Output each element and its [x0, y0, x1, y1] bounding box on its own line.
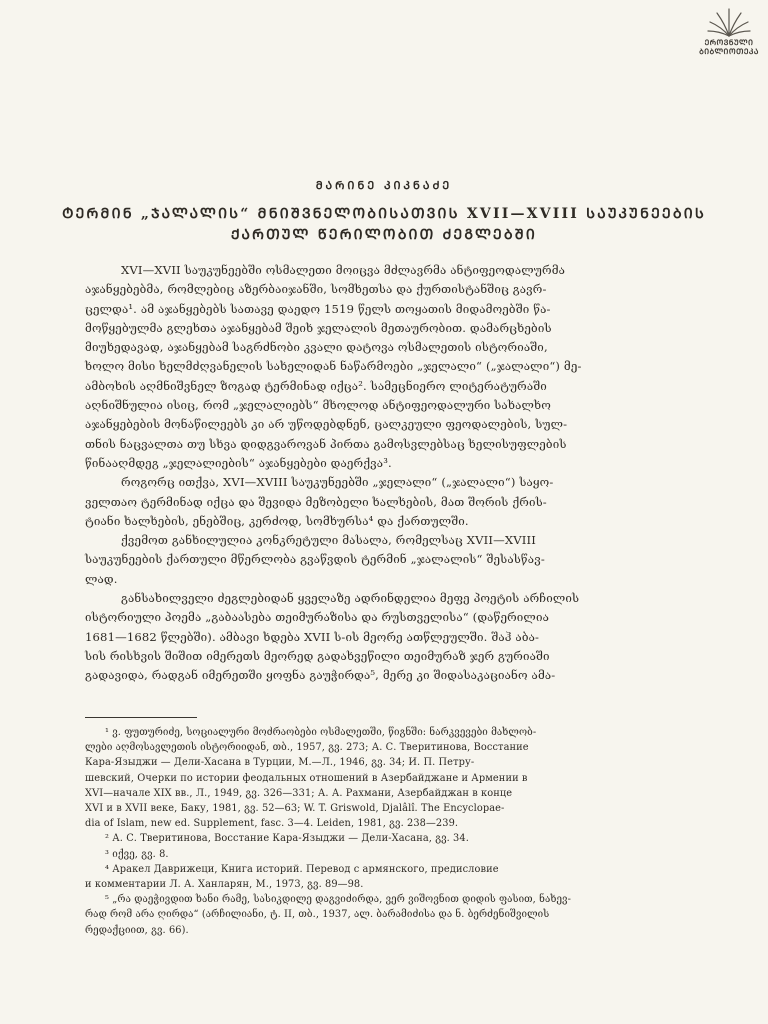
footnote-line: რედაქციით, გვ. 66).	[85, 924, 189, 936]
body-line: როგორც ითქვა, XVI—XVIII საუკუნეებში „ჯელალი“ („ჯალალი“) საყო-	[121, 475, 554, 490]
title-line-1: ᲢᲔᲠᲛᲘᲜ „ᲯᲐᲚᲐᲚᲘᲡ“ ᲛᲜᲘᲨᲕᲜᲔᲚᲝᲑᲘᲡᲐᲗᲕᲘᲡ XVII—XVIII ᲡᲐᲣᲙᲣᲜᲔᲔᲑᲘᲡ	[62, 206, 706, 222]
footnote-line: ³ იქვე, გვ. 8.	[105, 848, 169, 860]
footnote-line: რად რომ არა ღირდა“ (არჩილიანი, ტ. II, თბ., 1937, ალ. ბარამიძისა და ნ. ბერძენიშვილის	[85, 909, 550, 921]
body-line: თნის ნაცვალთა თუ სხვა დიდგვაროვან პირთა გამოსვლებსაც ხელისუფლების	[85, 436, 567, 451]
body-line: საუკუნეების ქართული მწერლობა გვაწვდის ტერმინ „ჯალალის“ შესასწავ-	[85, 552, 545, 567]
logo-text-line-1: ᲔᲠᲝᲕᲜᲣᲚᲘ	[704, 38, 754, 47]
footnotes	[85, 725, 683, 938]
body-line: ველთაო ტერმინად იქცა და შევიდა მეზობელი ხალხების, მათ შორის ქრის-	[85, 494, 547, 509]
footnote-line: ⁵ „რა დაეჭივდით ხანი რამე, სასიკდილე დაგვიძირდა, ვერ ვიშოვნით დიდის ფასით, ნახევ-	[105, 894, 572, 906]
body-line: გადავიდა, რადგან იმერეთში ყოფნა გაუჭირდა⁵, მერე კი შიდასაკაციანო ამა-	[85, 668, 556, 683]
footnote-line: шевский, Очерки по истории феодальных отношений в Азербайджане и Армении в	[85, 772, 528, 784]
author-name: ᲛᲐᲠᲘᲜᲔ ᲙᲘᲙᲜᲐᲫᲔ	[315, 179, 453, 192]
footnote-line: dia of Islam, new ed. Supplement, fasc. 3—4. Leiden, 1981, გვ. 238—239.	[85, 818, 459, 830]
body-line: ლად.	[85, 571, 118, 586]
logo-text-line-2: ᲑᲘᲑᲚᲘᲝᲗᲔᲙᲐ	[699, 47, 759, 56]
footnote-divider	[85, 717, 197, 718]
body-line: XVI—XVII საუკუნეებში ოსმალეთი მოიცვა მძლავრმა ანტიფეოდალურმა	[121, 263, 566, 277]
article-body	[85, 261, 683, 686]
footnote-line: ლები აღმოსავლეთის ისტორიიდან, თბ., 1957, გვ. 273; А. С. Тверитинова, Восстание	[85, 742, 529, 754]
footnote-line: XVI—начале XIX вв., Л., 1949, გვ. 326—331; А. А. Рахмани, Азербайджан в конце	[85, 787, 513, 799]
article-title	[50, 204, 718, 246]
body-line: განსახილველი ძეგლებიდან ყველაზე ადრინდელია მეფე პოეტის არჩილის	[121, 591, 580, 606]
body-line: ტიანი ხალხების, ენებშიც, კერძოდ, სომხურსა⁴ და ქართულში.	[85, 513, 469, 528]
footnote-line: ² А. С. Тверитинова, Восстание Кара-Языджи — Дели-Хасана, გვ. 34.	[105, 833, 469, 845]
body-line: ქვემოთ განხილულია კონკრეტული მასალა, რომელსაც XVII—XVIII	[121, 533, 536, 548]
title-line-2: ᲥᲐᲠᲗᲣᲚ ᲬᲔᲠᲘᲚᲝᲑᲘᲗ ᲫᲔᲒᲚᲔᲑᲨᲘ	[230, 227, 537, 243]
body-line: ხოლო მისი ხელმძღვანელის სახელიდან ნაწარმოები „ჯელალი“ („ჯალალი“) მე-	[85, 359, 582, 374]
body-line: ამბოხის აღმნიშვნელ ზოგად ტერმინად იქცა². სამეცნიერო ლიტერატურაში	[85, 378, 547, 393]
footnote-line: ¹ ვ. ფუთურიძე, სოციალური მოძრაობები ოსმალეთში, წიგნში: ნარკვევები მახლობ-	[105, 727, 537, 738]
body-line: მიუხედავად, აჯანყებამ საგრძნობი კვალი დატოვა ოსმალეთის ისტორიაში,	[85, 340, 548, 355]
library-logo	[690, 6, 768, 56]
body-line: 1681—1682 წლებში). ამბავი ხდება XVII ს-ის მეორე ათწლეულში. შაჰ აბა-	[85, 629, 540, 644]
body-line: აჯანყებებმა, რომლებიც აზერბაიჯანში, სომხეთსა და ქურთისტანშიც გავრ-	[85, 282, 547, 297]
body-line: აჯანყებების მონაწილეებს კი არ უწოდებდნენ, ცალკეული ფეოდალების, სულ-	[85, 417, 568, 432]
footnote-line: ⁴ Аракел Даврижеци, Книга историй. Перевод с армянского, предисловие	[105, 863, 499, 875]
body-line: სის რისხვის შიშით იმერეთს მეორედ გადახვეწილი თეიმურაზ ჯერ გურიაში	[85, 648, 550, 663]
footnote-line: и комментарии Л. А. Ханларян, М., 1973, გვ. 89—98.	[85, 879, 364, 891]
body-line: მოწყებულმა გლეხთა აჯანყებამ შეიხ ჯელალის მეთაურობით. დამარცხების	[85, 320, 552, 335]
body-line: წინააღმდეგ „ჯელალიების“ აჯანყებები დაერქვა³.	[85, 455, 392, 470]
library-emblem-icon	[706, 6, 752, 38]
body-line: ისტორიული პოემა „გაბაასება თეიმურაზისა და რუსთველისა“ (დაწერილია	[85, 610, 550, 625]
footnote-line: Кара-Языджи — Дели-Хасана в Турции, М.—Л., 1946, გვ. 34; И. П. Петру-	[85, 757, 475, 769]
body-line: აღნიშნულია ისიც, რომ „ჯელალიებს“ მხოლოდ ანტიფეოდალური სახალხო	[85, 398, 551, 413]
body-line: ცელდა¹. ამ აჯანყებებს სათავე დაედო 1519 წელს თოყათის მიდამოებში წა-	[85, 301, 551, 316]
footnote-line: XVI и в XVII веке, Баку, 1981, გვ. 52—63; W. T. Griswold, Djalâlî. The Encyclopae-	[85, 803, 505, 815]
